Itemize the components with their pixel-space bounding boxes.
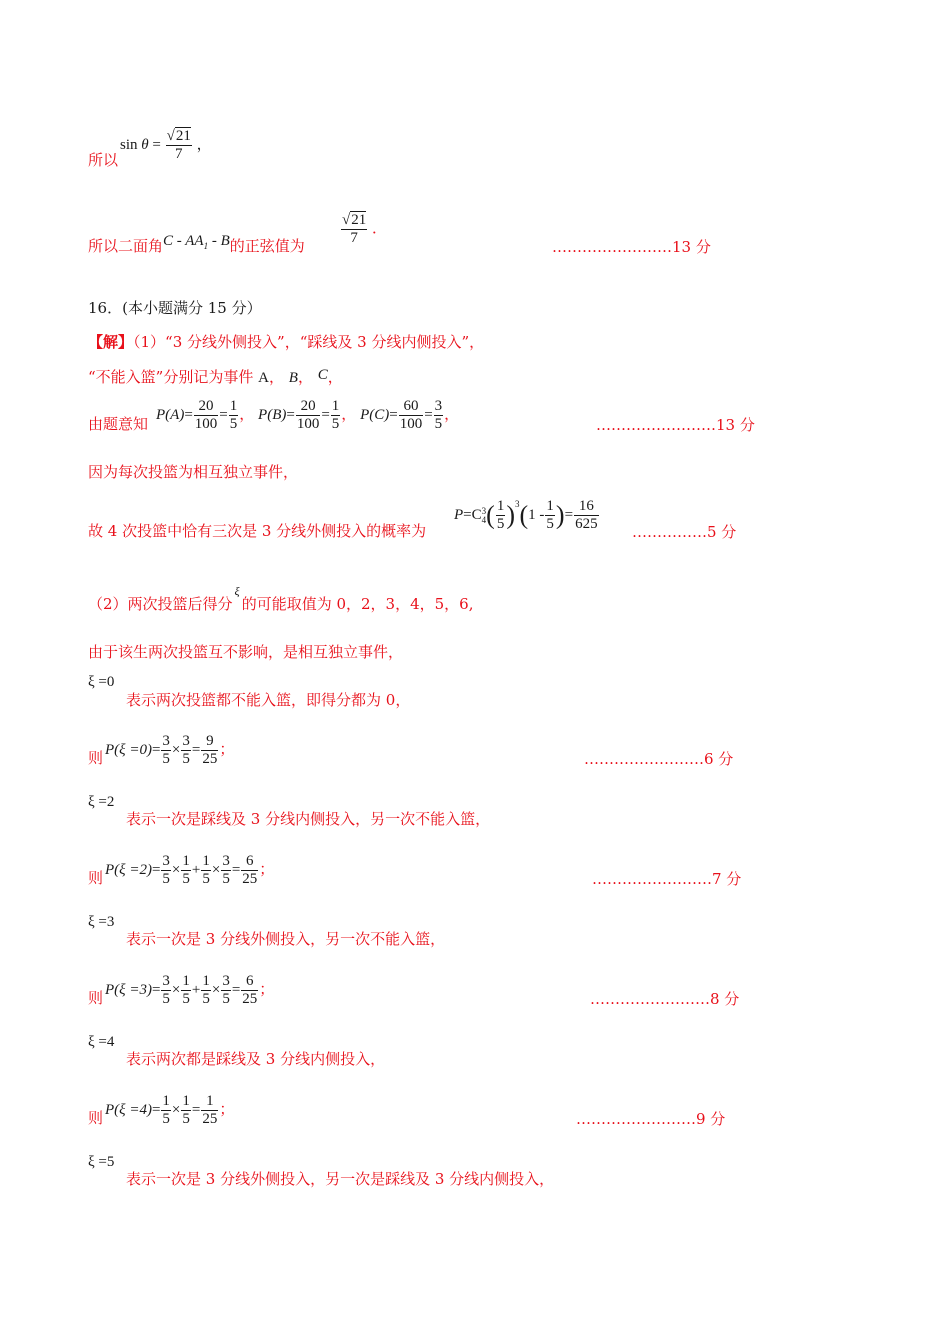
- denominator: 25: [202, 751, 218, 767]
- text-mid: 的正弦值为: [229, 237, 305, 255]
- denominator: 5: [546, 516, 554, 532]
- fraction: [161, 1093, 171, 1128]
- pc-label: P(C): [360, 406, 390, 423]
- denominator: 5: [162, 871, 170, 887]
- denominator: 5: [182, 991, 190, 1007]
- fraction-denominator: 7: [341, 229, 367, 247]
- dihedral-angle-line: [88, 233, 305, 262]
- semicolon: ；: [259, 861, 275, 878]
- denominator: 5: [331, 416, 340, 432]
- eq-sign: =: [151, 1101, 161, 1118]
- fraction: [201, 1093, 218, 1128]
- sqrt21-over-7: $\frac{√21}{7}$: [342, 212, 367, 246]
- comma: ，: [239, 406, 255, 423]
- score-7: ……………………7 分: [592, 870, 742, 888]
- fraction: [161, 853, 171, 888]
- dash: -: [208, 233, 221, 249]
- times: ×: [171, 861, 181, 878]
- numerator: 60: [403, 398, 419, 414]
- denominator: 5: [222, 991, 230, 1007]
- numerator: 1: [182, 853, 190, 869]
- eq-sign: =: [321, 406, 330, 423]
- comma: ，: [341, 406, 357, 423]
- case-0-formula: [105, 733, 234, 768]
- sqrt21-over-7: $\frac{√21}{7}$: [166, 128, 191, 162]
- comma: ，: [268, 368, 284, 386]
- xi-symbol: ξ: [234, 584, 240, 598]
- p-label: P(ξ =0): [105, 741, 152, 758]
- numerator: 1: [496, 498, 505, 514]
- numerator: 3: [162, 973, 170, 989]
- xi-equals-4: ξ =4: [88, 1034, 115, 1050]
- angle-label: [163, 233, 230, 249]
- score-5: ……………5 分: [632, 523, 737, 541]
- denominator: 25: [242, 871, 258, 887]
- case-4-description: 表示两次都是踩线及 3 分线内侧投入，: [126, 1050, 386, 1068]
- fraction: [181, 733, 191, 768]
- comma: ，: [444, 406, 460, 423]
- numerator: 3: [182, 733, 190, 749]
- times: ×: [211, 981, 221, 998]
- numerator: 1: [331, 398, 340, 414]
- part-2-line: [88, 584, 474, 615]
- eq-sign: =: [151, 861, 161, 878]
- denominator: 5: [162, 991, 170, 1007]
- numerator: 6: [246, 973, 254, 989]
- score-9: ……………………9 分: [576, 1110, 726, 1128]
- p-label: P(ξ =4): [105, 1101, 152, 1118]
- eq-sign: =: [151, 981, 161, 998]
- xi-equals-5: ξ =5: [88, 1154, 115, 1170]
- text-prefix: 所以: [88, 151, 119, 169]
- denominator: 25: [202, 1111, 218, 1127]
- independence-line: 由于该生两次投篮互不影响，是相互独立事件，: [88, 643, 404, 661]
- numerator: 3: [162, 853, 170, 869]
- fraction: [545, 498, 555, 533]
- eq-sign: =: [152, 136, 161, 153]
- denominator: 100: [194, 416, 218, 432]
- eq-sign: =: [219, 406, 228, 423]
- numerator: 1: [202, 853, 210, 869]
- fraction: [221, 853, 231, 888]
- fraction: [296, 398, 321, 433]
- solution-line-1: [88, 332, 484, 352]
- times: ×: [171, 1101, 181, 1118]
- binomial-formula: [454, 498, 600, 533]
- comma: ，: [297, 368, 313, 386]
- denominator: 5: [202, 871, 210, 887]
- right-paren: ): [506, 500, 515, 530]
- times: ×: [211, 861, 221, 878]
- numerator: 1: [206, 1093, 214, 1109]
- fraction: [201, 853, 211, 888]
- fraction: [399, 398, 424, 433]
- fraction: [434, 398, 444, 433]
- part-2-text: （2）两次投篮后得分: [88, 595, 233, 613]
- denominator: 5: [434, 416, 443, 432]
- sqrt-radicand: 21: [175, 128, 191, 144]
- one-minus: 1 -: [528, 506, 545, 523]
- case-0-description: 表示两次投篮都不能入篮，即得分都为 0，: [126, 691, 411, 709]
- independent-events-line: 因为每次投篮为相互独立事件，: [88, 463, 299, 481]
- event-b: B: [288, 370, 298, 386]
- then-label: 则: [88, 749, 104, 767]
- score-6: ……………………6 分: [584, 750, 734, 768]
- fraction: [181, 973, 191, 1008]
- xi-equals-0: ξ =0: [88, 674, 115, 690]
- fraction: [331, 398, 341, 433]
- left-paren: (: [519, 500, 529, 530]
- dash: -: [173, 233, 186, 249]
- pb-label: P(B): [258, 406, 287, 423]
- sin-theta-formula: [120, 128, 212, 163]
- p-label: P: [454, 506, 464, 523]
- point-c: C: [163, 233, 174, 249]
- eq-sign: =: [231, 981, 241, 998]
- numerator: 20: [300, 398, 316, 414]
- then-label: 则: [88, 1109, 104, 1127]
- numerator: 3: [434, 398, 443, 414]
- fraction-denominator: 7: [166, 145, 192, 163]
- solution-tag: 【解】: [88, 333, 134, 351]
- denominator: 25: [242, 991, 258, 1007]
- semicolon: ；: [259, 981, 275, 998]
- eq-sign: =: [184, 406, 193, 423]
- score-13: ……………………13 分: [596, 416, 755, 434]
- fraction: [241, 973, 258, 1008]
- case-5-description: 表示一次是 3 分线外侧投入，另一次是踩线及 3 分线内侧投入，: [126, 1170, 555, 1188]
- fraction: [181, 1093, 191, 1128]
- solution-line-3-prefix: [88, 414, 148, 434]
- denominator: 100: [296, 416, 320, 432]
- eq-sign: =: [463, 506, 472, 523]
- denominator: 5: [229, 416, 238, 432]
- then-label: 则: [88, 989, 104, 1007]
- theta-symbol: θ: [141, 136, 149, 153]
- eq-sign: =: [151, 741, 161, 758]
- p-label: P(ξ =3): [105, 981, 152, 998]
- numerator: 6: [246, 853, 254, 869]
- sqrt-radicand: 21: [351, 212, 367, 228]
- eq-sign: =: [424, 406, 433, 423]
- denominator: 5: [496, 516, 505, 532]
- eq-sign: =: [191, 1101, 201, 1118]
- denominator: 5: [182, 1111, 190, 1127]
- times: ×: [171, 741, 181, 758]
- subscript: 1: [203, 241, 209, 251]
- exponent: 3: [515, 498, 520, 509]
- probabilities-formula: [156, 398, 459, 433]
- p-label: P(ξ =2): [105, 861, 152, 878]
- denominator: 5: [182, 751, 190, 767]
- sin-label: sin: [120, 136, 138, 153]
- sine-value-formula: [340, 212, 387, 247]
- plus: +: [191, 981, 201, 998]
- numerator: 1: [546, 498, 554, 514]
- fraction: [161, 733, 171, 768]
- numerator: 3: [222, 973, 230, 989]
- comma: ，: [196, 136, 212, 153]
- eq-sign: =: [191, 741, 201, 758]
- denominator: 5: [222, 871, 230, 887]
- denominator: 5: [162, 751, 170, 767]
- score-8: ……………………8 分: [590, 990, 740, 1008]
- event-a: A: [258, 370, 269, 386]
- left-paren: (: [486, 500, 495, 530]
- score-13: ……………………13 分: [552, 238, 711, 256]
- solution-line-2: [88, 367, 343, 388]
- times: ×: [171, 981, 181, 998]
- event-c: C: [317, 367, 328, 383]
- numerator: 3: [222, 853, 230, 869]
- xi-equals-3: ξ =3: [88, 914, 115, 930]
- fraction: [161, 973, 171, 1008]
- plus: +: [191, 861, 201, 878]
- period: ．: [371, 220, 387, 237]
- comma: ，: [327, 368, 343, 386]
- xi-equals-2: ξ =2: [88, 794, 115, 810]
- numerator: 3: [162, 733, 170, 749]
- right-paren: ): [555, 500, 565, 530]
- text-prefix: 所以二面角: [88, 237, 164, 255]
- fraction: [201, 733, 218, 768]
- denominator: 100: [399, 416, 423, 432]
- fraction: [194, 398, 219, 433]
- sin-theta-line: [88, 150, 118, 170]
- semicolon: ；: [219, 1101, 235, 1118]
- numerator: 1: [162, 1093, 170, 1109]
- numerator: 1: [182, 1093, 190, 1109]
- fraction: [221, 973, 231, 1008]
- solution-text: （1）“3 分线外侧投入”，“踩线及 3 分线内侧投入”，: [133, 333, 485, 351]
- point-aa: AA: [185, 233, 204, 249]
- four-shots-text: 故 4 次投篮中恰有三次是 3 分线外侧投入的概率为: [88, 522, 427, 540]
- case-2-formula: [105, 853, 274, 888]
- then-label: 则: [88, 869, 104, 887]
- semicolon: ；: [219, 741, 235, 758]
- point-b: B: [220, 233, 230, 249]
- fraction: [201, 973, 211, 1008]
- fraction: [229, 398, 239, 433]
- case-2-description: 表示一次是踩线及 3 分线内侧投入，另一次不能入篮，: [126, 810, 491, 828]
- numerator: 16: [578, 498, 594, 514]
- events-text: “不能入篮”分别记为事件: [88, 368, 254, 386]
- case-4-formula: [105, 1093, 234, 1128]
- case-3-formula: [105, 973, 274, 1008]
- fraction: [181, 853, 191, 888]
- denominator: 5: [182, 871, 190, 887]
- numerator: 1: [182, 973, 190, 989]
- fraction: [574, 498, 599, 533]
- combination-c: C: [471, 506, 482, 523]
- denominator: 5: [162, 1111, 170, 1127]
- fraction: [496, 498, 506, 533]
- eq-sign: =: [231, 861, 241, 878]
- subscript: 4: [481, 514, 487, 525]
- case-3-description: 表示一次是 3 分线外侧投入，另一次不能入篮，: [126, 930, 446, 948]
- question-16-title: 16．(本小题满分 15 分）: [88, 299, 262, 317]
- text-prefix: 由题意知: [88, 415, 149, 433]
- numerator: 1: [202, 973, 210, 989]
- denominator: 5: [202, 991, 210, 1007]
- values-text: 的可能取值为 0，2，3，4，5，6,: [241, 595, 474, 613]
- numerator: 1: [229, 398, 238, 414]
- numerator: 9: [206, 733, 214, 749]
- eq-sign: =: [564, 506, 574, 523]
- denominator: 625: [575, 516, 598, 532]
- eq-sign: =: [389, 406, 398, 423]
- superscript: 3: [481, 505, 487, 516]
- fraction: [241, 853, 258, 888]
- eq-sign: =: [286, 406, 295, 423]
- pa-label: P(A): [156, 406, 185, 423]
- numerator: 20: [198, 398, 214, 414]
